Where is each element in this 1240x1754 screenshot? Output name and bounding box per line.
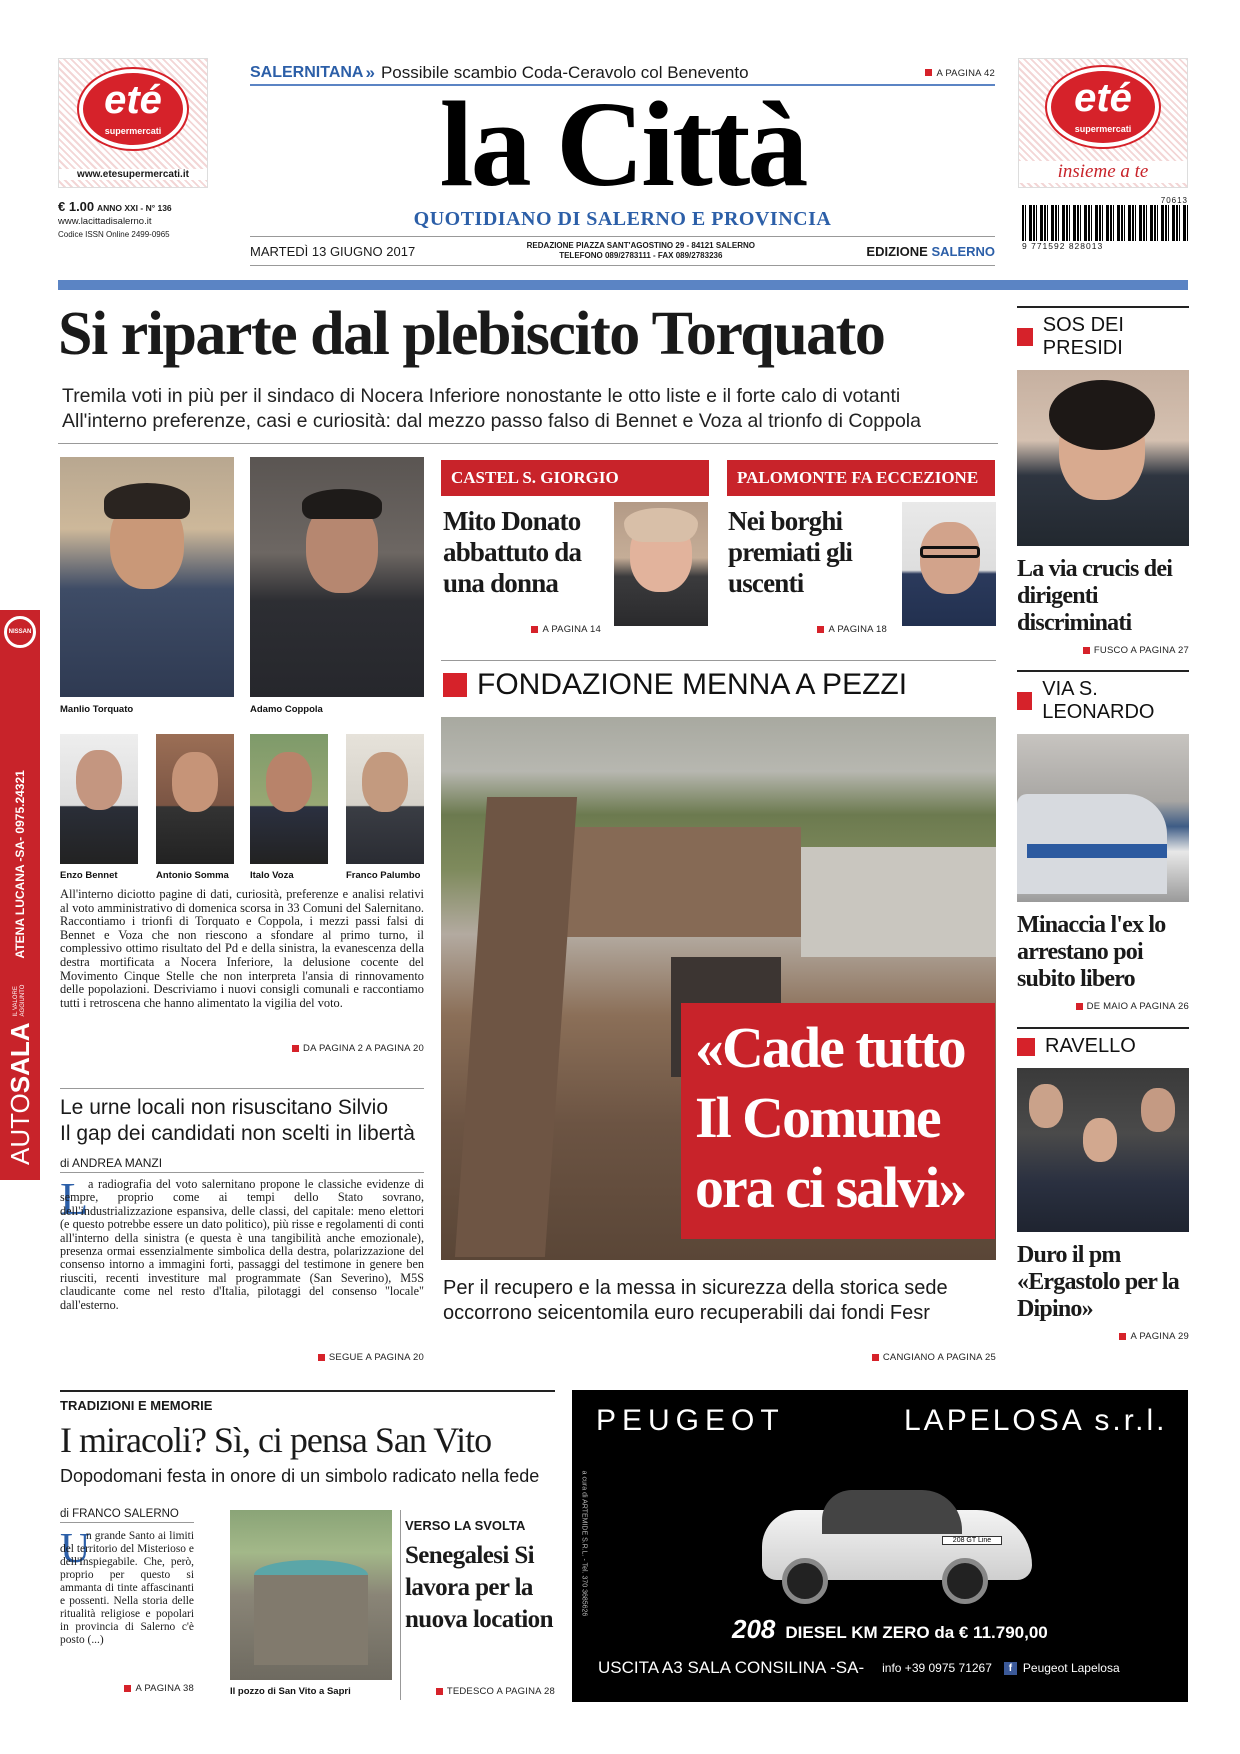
caption-palumbo: Franco Palumbo: [346, 870, 421, 881]
sidebar-ref-presidi: FUSCO A PAGINA 27: [1017, 645, 1189, 656]
lead-sub-2: All'interno preferenze, casi e curiosità: dal mezzo passo falso di Bennet e Voza al trionfo di Coppola: [62, 410, 921, 432]
castel-title[interactable]: Mito Donato abbattuto da una donna: [443, 506, 582, 598]
menna-quote-box: [681, 1003, 995, 1239]
sidebar-section-leonardo: VIA S. LEONARDO: [1017, 678, 1189, 724]
editorial-title-1: Le urne locali non risuscitano Silvio: [60, 1096, 389, 1119]
ete-url: www.etesupermercati.it: [59, 169, 207, 180]
menna-quote-3: ora ci salvi»: [695, 1155, 966, 1220]
tab-castel: CASTEL S. GIORGIO: [441, 460, 709, 496]
palomonte-ref[interactable]: A PAGINA 18: [727, 624, 887, 635]
editorial-ref[interactable]: SEGUE A PAGINA 20: [60, 1352, 424, 1363]
lead-sub-1: Tremila voti in più per il sindaco di Nocera Inferiore nonostante le otto liste e il forte calo di votanti: [62, 385, 901, 407]
teaser-ref: A PAGINA 42: [925, 68, 995, 79]
caption-coppola: Adamo Coppola: [250, 704, 323, 715]
ete-brand: eté: [104, 78, 162, 122]
price: € 1.00: [58, 199, 95, 214]
editorial-byline: di ANDREA MANZI: [60, 1156, 424, 1173]
peugeot-car: [742, 1480, 1042, 1600]
menna-caption-1: Per il recupero e la messa in sicurezza della storica sede: [443, 1277, 948, 1299]
issn: Codice ISSN Online 2499-0965: [58, 230, 170, 239]
photo-torquato: [60, 457, 234, 697]
peugeot-plate: 208 GT Line: [942, 1536, 1002, 1545]
pozzo-caption: Il pozzo di San Vito a Sapri: [230, 1686, 351, 1697]
photo-bennet: [60, 734, 138, 864]
sidebar-rule: [1017, 670, 1189, 672]
ad-autosala[interactable]: [0, 610, 40, 1180]
caption-torquato: Manlio Torquato: [60, 704, 134, 715]
sanvito-byline: di FRANCO SALERNO: [60, 1508, 194, 1523]
sidebar-item-presidi[interactable]: [1017, 306, 1189, 656]
lead-subheads: [62, 384, 1002, 434]
sidebar-ref-leonardo: DE MAIO A PAGINA 26: [1017, 1001, 1189, 1012]
facebook-icon: f: [1004, 1662, 1017, 1675]
photo-somma: [156, 734, 234, 864]
nissan-logo: NISSAN: [4, 616, 36, 648]
sanvito-dropcap: U: [60, 1526, 91, 1572]
ete-logo: [79, 69, 187, 149]
mid-rule: [441, 660, 996, 661]
menna-caption: [443, 1276, 996, 1326]
photo-leonardo: [1017, 734, 1189, 902]
photo-presidi: [1017, 370, 1189, 546]
caption-bennet: Enzo Bennet: [60, 870, 118, 881]
peugeot-dealer: LAPELOSA s.r.l.: [904, 1404, 1168, 1437]
menna-section: FONDAZIONE MENNA A PEZZI: [443, 668, 996, 702]
sidebar-title-leonardo: Minaccia l'ex lo arrestano poi subito libero: [1017, 912, 1166, 992]
tab-palomonte: PALOMONTE FA ECCEZIONE: [727, 460, 995, 496]
dateline: [250, 236, 995, 266]
menna-caption-2: occorrono seicentomila euro recuperabili dai fondi Fesr: [443, 1302, 930, 1324]
issue-number: ANNO XXI - N° 136: [96, 203, 172, 213]
castel-ref[interactable]: A PAGINA 14: [441, 624, 601, 635]
caption-voza: Italo Voza: [250, 870, 294, 881]
editorial-body: a radiografia del voto salernitano propone le classiche evidenze di sempre, proprio come ai tempi dello Stato sovrano, dell'industrializzazione espansiva, delle classi, del capitale: meno elettori (e questo potrebbe essere un dato politico), più risse e regolamenti di conti all'interno della sinistra (e questa è una tangibilità anche emozionale), presenza ormai essenzialmente simbolica della destra, polarizzazione del consenso intorno a immagini forti, passaggi del testimone in genere ben riusciti, recenti investiture mal programmate (San Severino), M5S claudicante come nel resto d'Italia, pilotaggi del consenso "locale" dall'esterno.: [60, 1177, 424, 1312]
photo-palomonte: [902, 502, 996, 626]
sanvito-divider: [400, 1510, 401, 1700]
menna-section-marker: [443, 673, 467, 697]
senegalesi-title[interactable]: Senegalesi Si lavora per la nuova location: [405, 1542, 553, 1633]
barcode-bars: [1022, 205, 1188, 241]
menna-quote-2: Il Comune: [695, 1085, 940, 1150]
newspaper-subtitle: QUOTIDIANO DI SALERNO E PROVINCIA: [413, 208, 832, 230]
sidebar-title-presidi: La via crucis dei dirigenti discriminati: [1017, 556, 1173, 636]
teaser-text: Possibile scambio Coda-Ceravolo col Benevento: [380, 63, 749, 82]
sidebar-item-ravello[interactable]: [1017, 1027, 1189, 1367]
ete-brand-right: eté: [1074, 76, 1132, 120]
editorial-title[interactable]: [60, 1095, 424, 1147]
newspaper-title: la Città: [439, 77, 806, 212]
sanvito-kicker: TRADIZIONI E MEMORIE: [60, 1398, 213, 1413]
menna-ruin-wall: [551, 827, 801, 937]
teaser-tag: SALERNITANA: [250, 64, 364, 81]
sanvito-title[interactable]: I miracoli? Sì, ci pensa San Vito: [60, 1420, 492, 1460]
peugeot-brand: PEUGEOT: [596, 1404, 785, 1437]
address: REDAZIONE PIAZZA SANT'AGOSTINO 29 - 84121 SALERNO TELEFONO 089/2783111 - FAX 089/2783236: [526, 241, 755, 260]
masthead-blue-rule: [58, 280, 1188, 290]
ete-logo-right: [1047, 67, 1159, 147]
photo-voza: [250, 734, 328, 864]
price-block: [58, 200, 218, 241]
lead-ref[interactable]: DA PAGINA 2 A PAGINA 20: [60, 1043, 424, 1054]
editorial-title-2: Il gap dei candidati non scelti in libertà: [60, 1122, 415, 1145]
date: MARTEDÌ 13 GIUGNO 2017: [250, 243, 416, 259]
peugeot-exit: USCITA A3 SALA CONSILINA -SA-: [598, 1658, 865, 1677]
sidebar-section-ravello: RAVELLO: [1017, 1035, 1189, 1058]
ad-peugeot[interactable]: [572, 1390, 1188, 1702]
senegalesi-kicker: VERSO LA SVOLTA: [405, 1518, 526, 1533]
ete-sub-right: supermercati: [1074, 124, 1132, 134]
sidebar-title-ravello: Duro il pm «Ergastolo per la Dipino»: [1017, 1242, 1179, 1322]
sidebar-rule: [1017, 1027, 1189, 1029]
sidebar-item-leonardo[interactable]: [1017, 670, 1189, 1010]
editorial-dropcap: L: [60, 1173, 89, 1224]
senegalesi-ref[interactable]: TEDESCO A PAGINA 28: [405, 1686, 555, 1697]
barcode: [1022, 196, 1188, 252]
peugeot-vertical: a cura di ARTEMIDE S.R.L. - Tel. 370 3685626: [580, 1470, 588, 1617]
sanvito-sub: Dopodomani festa in onore di un simbolo radicato nella fede: [60, 1466, 540, 1486]
menna-ref[interactable]: CANGIANO A PAGINA 25: [441, 1352, 996, 1363]
photo-coppola: [250, 457, 424, 697]
sanvito-body: n grande Santo ai limiti del territorio del Misterioso e dell'Inspiegabile. Che, però, proprio per questo si ammanta di tinte affascinanti e possenti. Nella storia delle ritualità religiose e popolari in provincia di Salerno c'è posto (...): [60, 1530, 194, 1646]
photo-palumbo: [346, 734, 424, 864]
website[interactable]: www.lacittadisalerno.it: [58, 216, 152, 227]
photo-ravello: [1017, 1068, 1189, 1232]
photo-donato: [614, 502, 708, 626]
lead-divider: [58, 443, 998, 444]
teaser-arrow: »: [365, 63, 375, 82]
peugeot-social: Peugeot Lapelosa: [1022, 1661, 1120, 1675]
autosala-vertical: AUTO SALA IL VALORE AGGIUNTO ATENA LUCANA -SA- 0975.24321: [4, 770, 35, 1165]
ete-slogan: insieme a te: [1019, 161, 1187, 183]
sidebar-rule: [1017, 306, 1189, 308]
lead-rule: [60, 1088, 424, 1089]
sidebar-ref-ravello: A PAGINA 29: [1017, 1331, 1189, 1342]
edition: EDIZIONE SALERNO: [866, 243, 995, 259]
caption-somma: Antonio Somma: [156, 870, 229, 881]
sidebar-section-presidi: SOS DEI PRESIDI: [1017, 314, 1189, 360]
ad-ete-left[interactable]: [58, 58, 208, 188]
barcode-top: 70613: [1160, 196, 1188, 205]
barcode-number: 9 771592 828013: [1022, 241, 1104, 251]
peugeot-info: info +39 0975 71267: [882, 1661, 992, 1675]
lead-body: All'interno diciotto pagine di dati, curiosità, preferenze e analisi relativi al voto amministrativo di domenica scorsa in 33 Comuni del Salernitano. Raccontiamo i trionfi di Torquato e Coppola, i mezzi passi falsi di Bennet e Voza che non riescono a sfondare al primo turno, il complessivo ottimo risultato del Pd e della sinistra, la evanescenza della destra mortificata a Nocera Inferiore, la delusione cocente del Movimento Cinque Stelle che non interpreta l'ansia di rinnovamento delle popolazioni. Descriviamo i nuovi consigli comunali e raccontiamo tutti i retroscena che hanno alimentato la vigilia del voto.: [60, 887, 424, 1010]
ete-sub: supermercati: [104, 126, 162, 136]
sanvito-ref[interactable]: A PAGINA 38: [60, 1683, 194, 1694]
bottom-rule: [60, 1390, 555, 1392]
photo-pozzo: [230, 1510, 392, 1680]
ad-ete-right[interactable]: [1018, 58, 1188, 188]
palomonte-title[interactable]: Nei borghi premiati gli uscenti: [728, 506, 853, 598]
peugeot-offer: 208 DIESEL KM ZERO da € 11.790,00: [732, 1614, 1048, 1644]
lead-headline[interactable]: Si riparte dal plebiscito Torquato: [58, 300, 885, 368]
menna-quote-1: «Cade tutto: [695, 1015, 965, 1080]
peugeot-footer: [598, 1658, 1168, 1678]
